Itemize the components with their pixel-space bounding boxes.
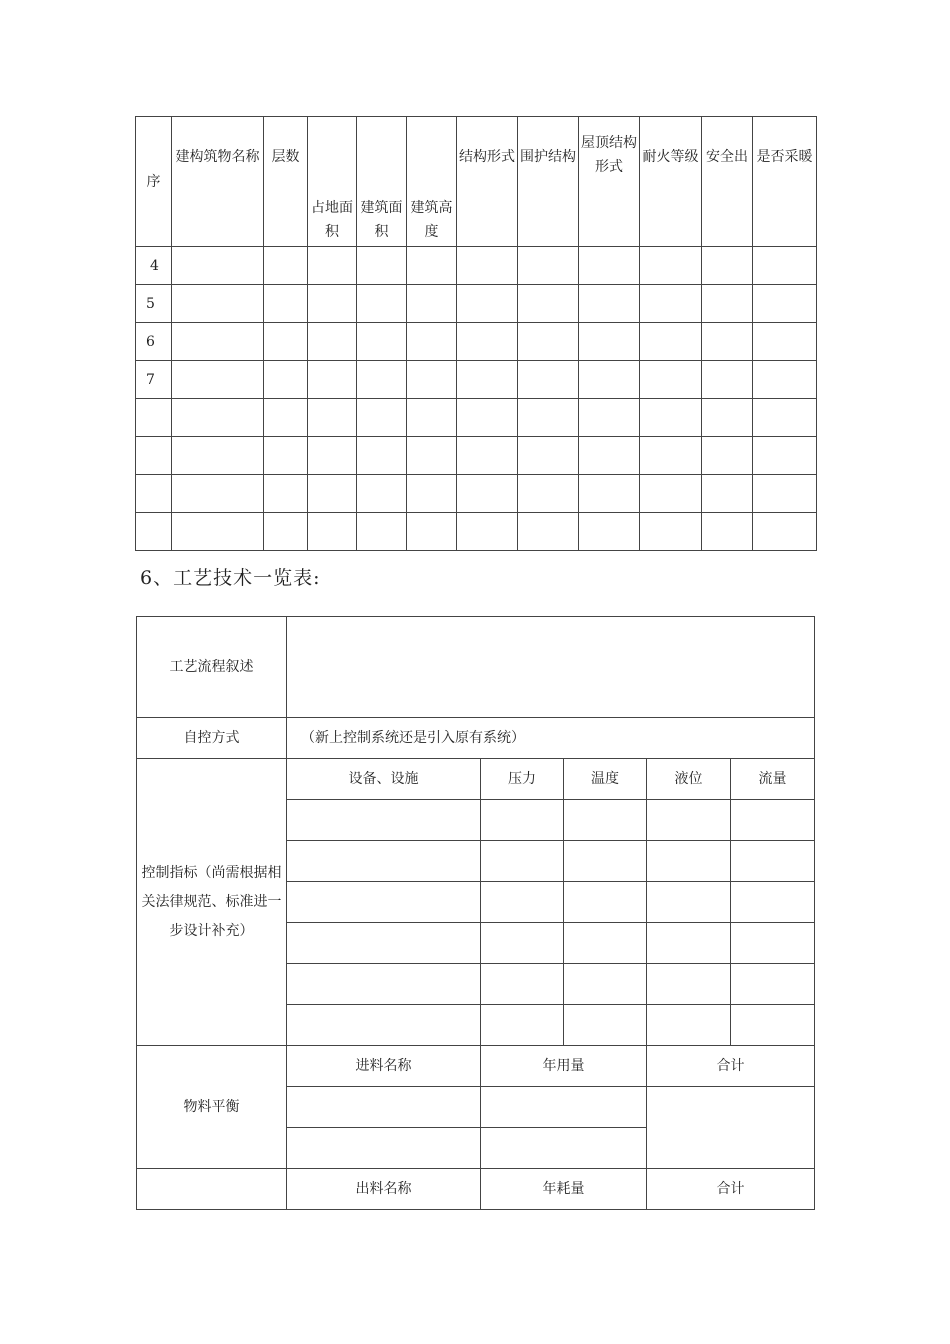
header-cell: 层数	[264, 117, 308, 247]
control-index-label: 控制指标（尚需根据相关法律规范、标准进一步设计补充）	[137, 759, 287, 1046]
column-header: 设备、设施	[287, 759, 481, 800]
table-row	[137, 617, 815, 718]
table-row	[136, 323, 817, 361]
column-header: 年耗量	[481, 1169, 647, 1210]
row-number: 4	[136, 247, 172, 285]
process-table	[136, 616, 815, 1210]
header-cell: 是否采暖	[753, 117, 817, 247]
header-cell: 安全出	[702, 117, 753, 247]
header-cell: 占地面积	[308, 117, 357, 247]
column-header: 年用量	[481, 1046, 647, 1087]
buildings-table	[135, 116, 817, 551]
header-cell: 耐火等级	[640, 117, 702, 247]
table-row	[136, 513, 817, 551]
column-header: 合计	[647, 1169, 815, 1210]
column-header: 压力	[481, 759, 564, 800]
header-cell: 围护结构	[518, 117, 579, 247]
column-header: 合计	[647, 1046, 815, 1087]
control-mode-label: 自控方式	[137, 718, 287, 759]
table-row	[136, 475, 817, 513]
header-cell: 屋顶结构形式	[579, 117, 640, 247]
row-number: 5	[136, 285, 172, 323]
column-header: 出料名称	[287, 1169, 481, 1210]
header-cell: 建筑高度	[407, 117, 457, 247]
table-row	[137, 759, 815, 800]
table-row	[136, 285, 817, 323]
material-balance-label: 物料平衡	[137, 1046, 287, 1169]
table-row	[137, 1046, 815, 1087]
column-header: 流量	[731, 759, 815, 800]
row-number: 7	[136, 361, 172, 399]
process-value-cell	[287, 617, 815, 718]
column-header: 液位	[647, 759, 731, 800]
table-row	[137, 1169, 815, 1210]
header-cell: 结构形式	[457, 117, 518, 247]
header-cell: 建构筑物名称	[172, 117, 264, 247]
table-row	[136, 361, 817, 399]
control-mode-value: （新上控制系统还是引入原有系统）	[287, 718, 815, 759]
table-header-row	[136, 117, 817, 247]
column-header: 进料名称	[287, 1046, 481, 1087]
process-label: 工艺流程叙述	[137, 617, 287, 718]
table-row	[136, 437, 817, 475]
table-row	[136, 247, 817, 285]
row-number: 6	[136, 323, 172, 361]
header-cell: 建筑面积	[357, 117, 407, 247]
table-row	[136, 399, 817, 437]
header-cell: 序	[136, 117, 172, 247]
section-heading: 6、工艺技术一览表:	[140, 567, 321, 589]
column-header: 温度	[564, 759, 647, 800]
table-row	[137, 718, 815, 759]
